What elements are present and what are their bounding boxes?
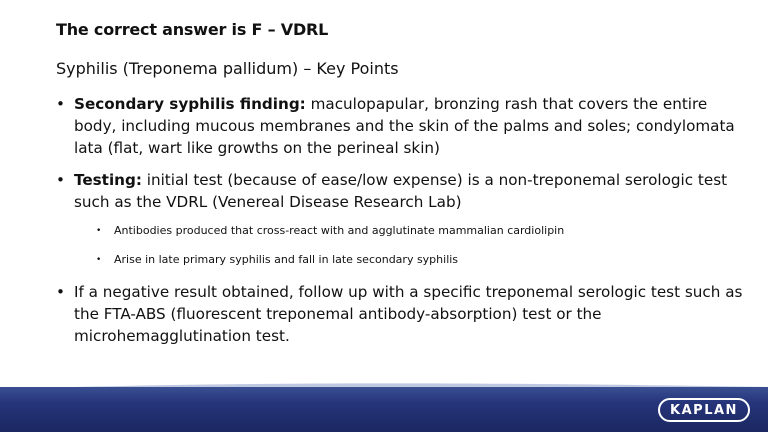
bullet-item (56, 169, 746, 213)
slide-subtitle: Syphilis (Treponema pallidum) – Key Points (56, 59, 399, 78)
bullet-icon: • (56, 171, 65, 189)
bullet-item (56, 93, 746, 159)
bullet-item (56, 281, 746, 347)
bullet-text: initial test (because of ease/low expense) is a non-treponemal serologic test such as the VDRL (Venereal Disease Research Lab) (74, 171, 728, 211)
bullet-text: maculopapular, bronzing rash that covers the entire body, including mucous membranes and the skin of the palms and soles; condylomata lata (flat, wart like growths on the perineal skin) (74, 95, 735, 157)
bullet-icon: • (56, 283, 65, 301)
sub-bullet-text: Antibodies produced that cross-react with and agglutinate mammalian cardiolipin (114, 224, 565, 237)
bullet-heading: Testing: (74, 171, 142, 189)
bullet-icon: • (96, 255, 102, 265)
bullet-text: If a negative result obtained, follow up with a specific treponemal serologic test such as the FTA-ABS (fluorescent treponemal antibody-absorption) test or the microhemagglutination test. (74, 283, 743, 345)
bullet-icon: • (56, 95, 65, 113)
bullet-heading: Secondary syphilis finding: (74, 95, 306, 113)
sub-bullet-item (94, 252, 746, 268)
kaplan-logo: KAPLAN (658, 398, 750, 422)
sub-bullet-text: Arise in late primary syphilis and fall in late secondary syphilis (114, 253, 459, 266)
bullet-icon: • (96, 226, 102, 236)
bullet-list (56, 93, 746, 357)
footer-bar (0, 387, 768, 432)
sub-bullet-item (94, 223, 746, 239)
slide-title: The correct answer is F – VDRL (56, 20, 329, 39)
